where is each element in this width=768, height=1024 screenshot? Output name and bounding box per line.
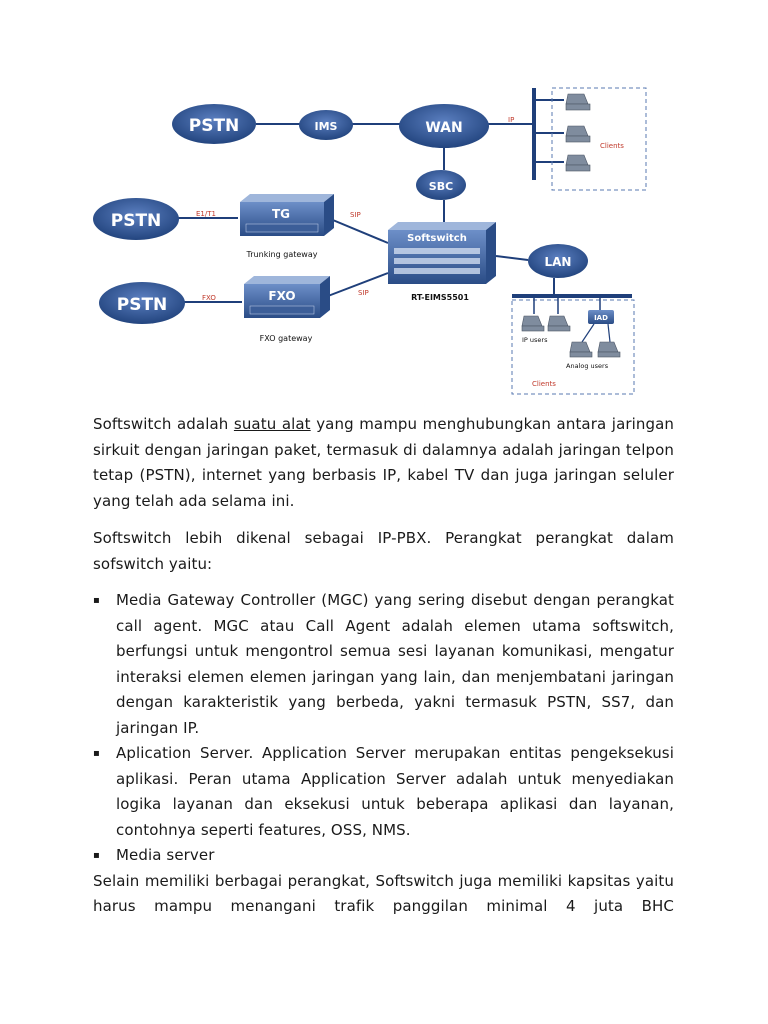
cloud-pstn-top <box>172 104 256 144</box>
bullet-marker: ▪ <box>93 748 100 759</box>
link-label-fxo: FXO <box>202 294 216 302</box>
clients-bottom-label: Clients <box>532 380 556 388</box>
trunking-gateway-device <box>240 194 334 259</box>
list-item <box>93 741 674 843</box>
list-item-media-server: Media server <box>116 846 215 864</box>
device-list <box>93 588 674 869</box>
bullet-marker: ▪ <box>93 595 100 606</box>
iad-device <box>588 310 614 324</box>
bottom-bus-bar <box>512 294 632 298</box>
paragraph-ippbx: Softswitch lebih dikenal sebagai IP-PBX. Perangkat perangkat dalam sofswitch yaitu: <box>93 529 674 573</box>
clients-top-label: Clients <box>600 142 624 150</box>
connection-lines <box>178 124 554 302</box>
paragraph-intro-start: Softswitch adalah <box>93 415 234 433</box>
cloud-wan-label: WAN <box>425 120 463 136</box>
softswitch-caption: RT-EIMS5501 <box>411 293 469 302</box>
cloud-ims-label: IMS <box>314 120 338 133</box>
fxo-gateway-device <box>244 276 330 343</box>
link-label-sip-top: SIP <box>350 211 361 219</box>
link-label-ip: IP <box>508 116 515 124</box>
tg-label: TG <box>271 207 291 221</box>
link-label-e1t1: E1/T1 <box>196 210 216 218</box>
client-phones-top <box>566 94 590 171</box>
paragraph-capacity: Selain memiliki berbagai perangkat, Softswitch juga memiliki kapsitas yaitu harus mampu menangani trafik panggilan minimal 4 juta BHC <box>93 871 674 915</box>
paragraph-intro <box>93 412 674 514</box>
fxo-caption: FXO gateway <box>259 334 313 343</box>
list-item <box>93 843 674 869</box>
cloud-pstn-mid-label: PSTN <box>110 211 162 231</box>
analog-user-phones <box>570 342 620 357</box>
cloud-sbc-label: SBC <box>428 180 454 193</box>
softswitch-network-diagram <box>88 78 658 400</box>
list-item-application-server: Aplication Server. Application Server merupakan entitas pengeksekusi aplikasi. Peran utama Application Server adalah untuk menyediakan logika layanan dan eksekusi untuk beberapa aplikasi dan layanan, contohnya seperti features, OSS, NMS. <box>116 744 674 839</box>
cloud-pstn-top-label: PSTN <box>188 116 240 136</box>
paragraph-intro-rest: yang mampu menghubungkan antara jaringan sirkuit dengan jaringan paket, termasuk di dalamnya adalah jaringan telpon tetap (PSTN), internet yang berbasis IP, kabel TV dan juga jaringan seluler yang telah ada selama ini. <box>93 415 675 510</box>
ip-users-label: IP users <box>522 336 548 344</box>
cloud-ims <box>299 110 353 140</box>
cloud-pstn-mid <box>93 198 179 240</box>
fxo-label: FXO <box>268 289 296 303</box>
top-bus-bar <box>532 88 536 180</box>
link-label-sip-bot: SIP <box>358 289 369 297</box>
cloud-lan-label: LAN <box>544 255 572 269</box>
cloud-lan <box>528 244 588 278</box>
softswitch-device <box>388 222 496 302</box>
iad-label: IAD <box>594 314 608 322</box>
cloud-sbc <box>416 170 466 200</box>
tg-caption: Trunking gateway <box>246 250 318 259</box>
ip-user-phones <box>522 316 570 331</box>
list-item-mgc: Media Gateway Controller (MGC) yang sering disebut dengan perangkat call agent. MGC atau Call Agent adalah elemen utama softswitch, berfungsi untuk mengontrol semua sesi layanan komunikasi, mengatur interaksi elemen elemen jaringan yang lain, dan menjembatani jaringan dengan karakteristik yang berbeda, yakni termasuk PSTN, SS7, dan jaringan IP. <box>116 591 674 737</box>
cloud-pstn-bot <box>99 282 185 324</box>
cloud-pstn-bot-label: PSTN <box>116 295 168 315</box>
bullet-marker: ▪ <box>93 850 100 861</box>
list-item <box>93 588 674 741</box>
cloud-wan <box>399 104 489 148</box>
analog-users-label: Analog users <box>566 362 609 370</box>
softswitch-label: Softswitch <box>407 233 467 244</box>
document-body <box>93 412 674 920</box>
suatu-alat-link[interactable]: suatu alat <box>233 415 311 433</box>
